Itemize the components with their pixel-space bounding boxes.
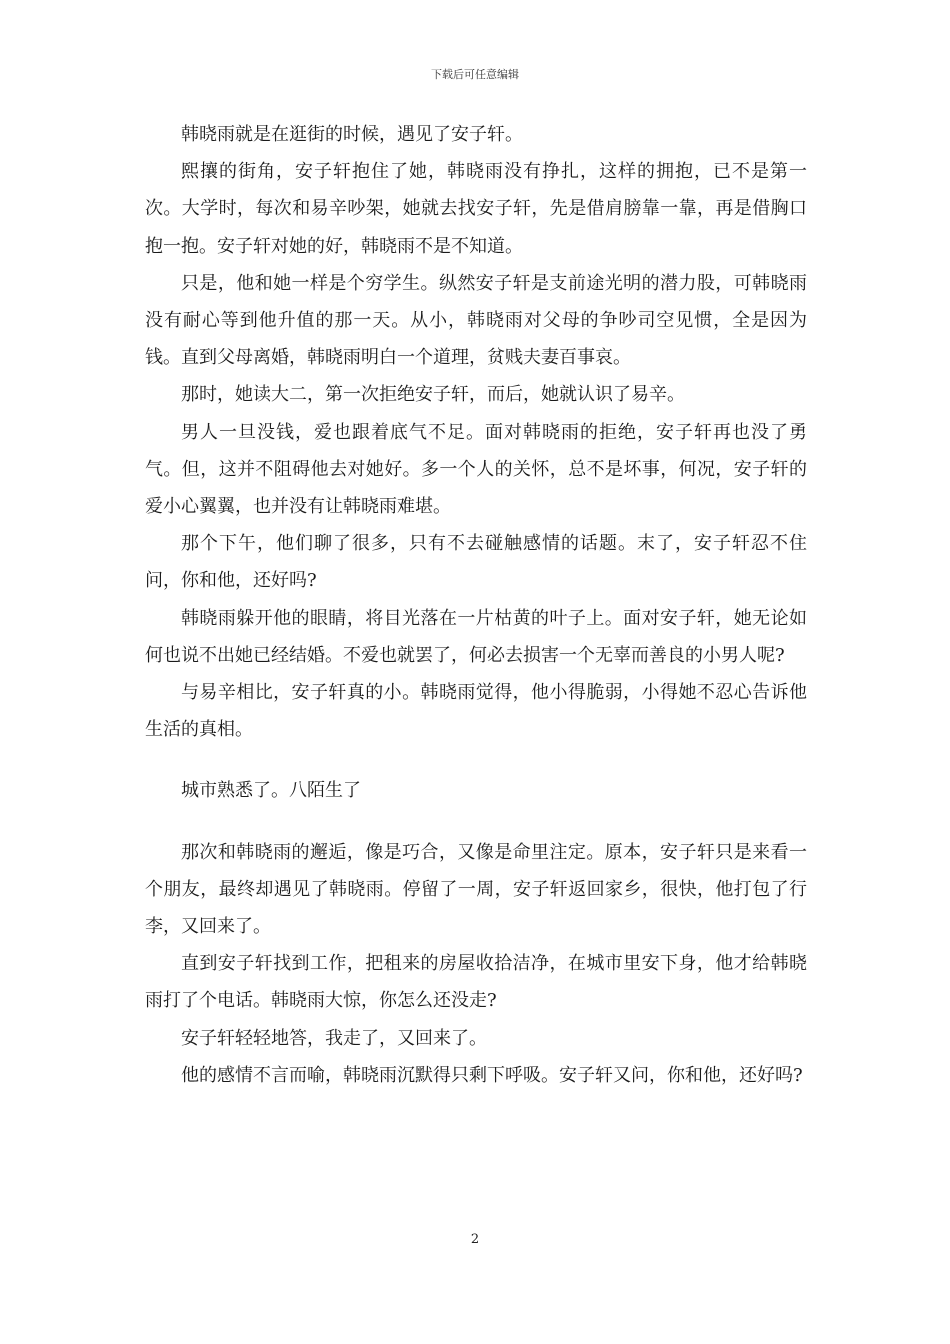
document-body xyxy=(145,116,807,1094)
paragraph: 他的感情不言而喻，韩晓雨沉默得只剩下呼吸。安子轩又问，你和他，还好吗? xyxy=(181,1064,803,1086)
page-number: 2 xyxy=(470,1232,480,1247)
section-heading: 城市熟悉了。八陌生了 xyxy=(181,780,361,802)
paragraph: 韩晓雨躲开他的眼睛，将目光落在一片枯黄的叶子上。面对安子轩，她无论如何也说不出她已经结婚。不爱也就罢了，何必去损害一个无辜而善良的小男人呢? xyxy=(145,607,807,666)
paragraph: 那个下午，他们聊了很多，只有不去碰触感情的话题。末了，安子轩忍不住问，你和他，还好吗? xyxy=(145,533,807,592)
paragraph: 熙攘的街角，安子轩抱住了她，韩晓雨没有挣扎，这样的拥抱，已不是第一次。大学时，每次和易辛吵架，她就去找安子轩，先是借肩膀靠一靠，再是借胸口抱一抱。安子轩对她的好，韩晓雨不是不知道。 xyxy=(145,161,807,257)
paragraph: 只是，他和她一样是个穷学生。纵然安子轩是支前途光明的潜力股，可韩晓雨没有耐心等到他升值的那一天。从小，韩晓雨对父母的争吵司空见惯，全是因为钱。直到父母离婚，韩晓雨明白一个道理，贫贱夫妻百事哀。 xyxy=(145,272,807,369)
paragraph: 韩晓雨就是在逛街的时候，遇见了安子轩。 xyxy=(181,124,523,145)
page-header: 下载后可任意编辑 xyxy=(431,68,519,81)
paragraph: 那时，她读大二，第一次拒绝安子轩，而后，她就认识了易辛。 xyxy=(181,384,685,406)
paragraph: 男人一旦没钱，爱也跟着底气不足。面对韩晓雨的拒绝，安子轩再也没了勇气。但，这并不阻碍他去对她好。多一个人的关怀，总不是坏事，何况，安子轩的爱小心翼翼，也并没有让韩晓雨难堪。 xyxy=(145,421,807,518)
paragraph: 与易辛相比，安子轩真的小。韩晓雨觉得，他小得脆弱，小得她不忍心告诉他生活的真相。 xyxy=(145,682,807,741)
paragraph: 安子轩轻轻地答，我走了，又回来了。 xyxy=(181,1027,487,1049)
paragraph: 那次和韩晓雨的邂逅，像是巧合，又像是命里注定。原本，安子轩只是来看一个朋友，最终却遇见了韩晓雨。停留了一周，安子轩返回家乡，很快，他打包了行李，又回来了。 xyxy=(145,841,807,938)
paragraph: 直到安子轩找到工作，把租来的房屋收拾洁净，在城市里安下身，他才给韩晓雨打了个电话。韩晓雨大惊，你怎么还没走? xyxy=(145,953,807,1012)
